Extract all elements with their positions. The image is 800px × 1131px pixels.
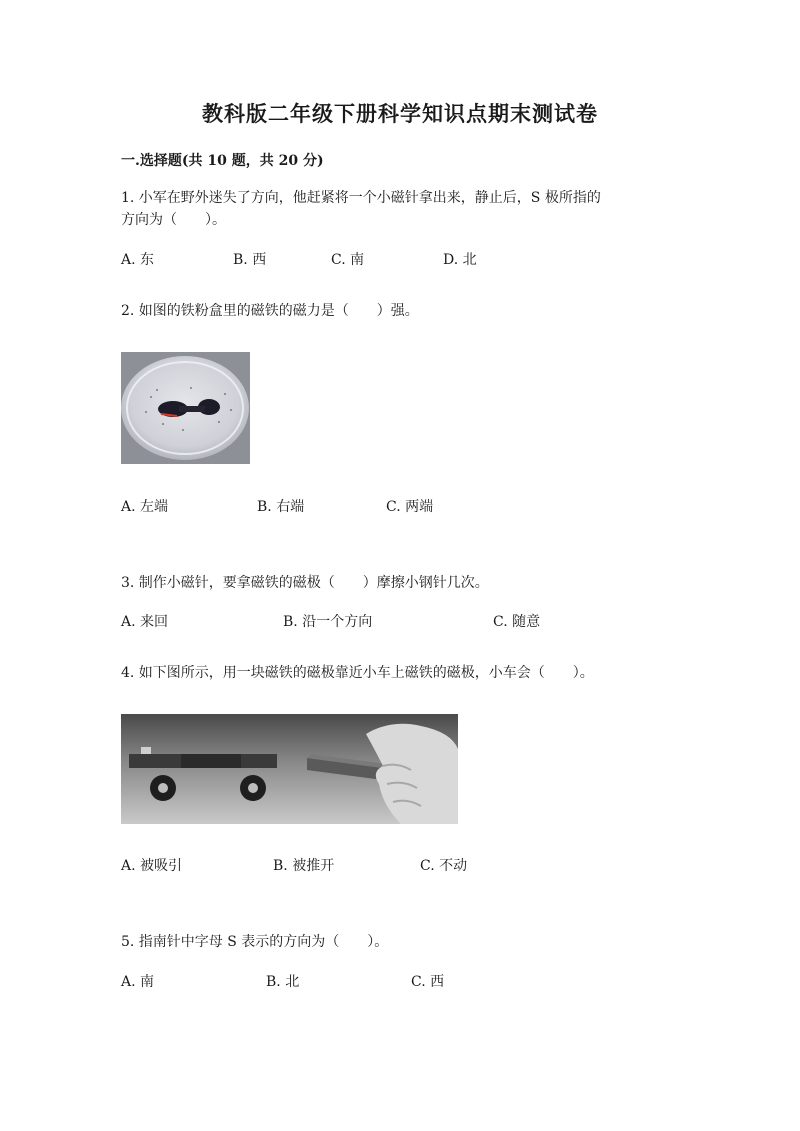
page-title: 教科版二年级下册科学知识点期末测试卷 (202, 101, 598, 126)
q2-option-c: C. 两端 (386, 499, 434, 515)
q2-option-a: A. 左端 (121, 499, 169, 515)
q5-option-a: A. 南 (121, 974, 155, 990)
q3-option-c: C. 随意 (493, 614, 541, 630)
q1-option-d: D. 北 (443, 252, 477, 268)
question-4-line-1: 4. 如下图所示，用一块磁铁的磁极靠近小车上磁铁的磁极，小车会（ ）。 (121, 665, 594, 681)
q4-option-c: C. 不动 (420, 858, 468, 874)
question-5-line-1: 5. 指南针中字母 S 表示的方向为（ ）。 (121, 934, 389, 950)
q1-option-a: A. 东 (121, 252, 155, 268)
iron-filings-dish-image (121, 352, 250, 464)
question-2-line-1: 2. 如图的铁粉盒里的磁铁的磁力是（ ）强。 (121, 303, 419, 319)
q1-option-c: C. 南 (331, 252, 365, 268)
q5-option-b: B. 北 (266, 974, 300, 990)
section-heading: 一.选择题(共 10 题，共 20 分) (121, 153, 324, 169)
q4-option-b: B. 被推开 (273, 858, 335, 874)
q4-option-a: A. 被吸引 (121, 858, 183, 874)
q1-option-b: B. 西 (233, 252, 267, 268)
question-3-line-1: 3. 制作小磁针，要拿磁铁的磁极（ ）摩擦小钢针几次。 (121, 575, 489, 591)
q3-option-b: B. 沿一个方向 (283, 614, 373, 630)
magnet-car-image (121, 714, 458, 824)
question-1-line-2: 方向为（ ）。 (121, 212, 226, 228)
question-1-line-1: 1. 小军在野外迷失了方向，他赶紧将一个小磁针拿出来，静止后，S 极所指的 (121, 190, 601, 206)
q5-option-c: C. 西 (411, 974, 445, 990)
q2-option-b: B. 右端 (257, 499, 305, 515)
q3-option-a: A. 来回 (121, 614, 169, 630)
